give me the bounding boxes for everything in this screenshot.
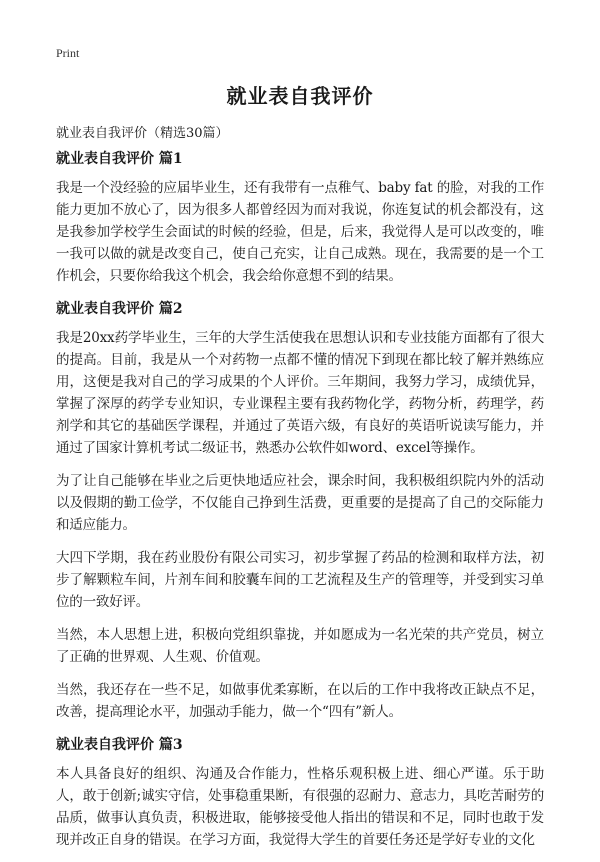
- page-title: 就业表自我评价: [226, 84, 374, 108]
- section-1: [56, 148, 544, 287]
- section-3: [56, 734, 544, 851]
- section-heading: 就业表自我评价 篇3: [56, 737, 183, 753]
- paragraph: 我是20xx药学毕业生，三年的大学生活使我在思想认识和专业技能方面都有了很大的提高。目前，我是从一个对药物一点都不懂的情况下到现在都比较了解并熟练应用，这便是我对自己的学习成果的个人评价。三年期间，我努力学习，成绩优异，掌握了深厚的药学专业知识，专业课程主要有我药物化学，药物分析，药理学，药剂学和其它的基础医学课程，并通过了英语六级，有良好的英语听说读写能力，并通过了国家计算机考试二级证书，熟悉办公软件如word、excel等操作。: [56, 330, 544, 456]
- print-label[interactable]: Print: [56, 46, 80, 60]
- paragraph: 当然，本人思想上进，积极向党组织靠拢，并如愿成为一名光荣的共产党员，树立了正确的世界观、人生观、价值观。: [56, 627, 544, 665]
- paragraph: 大四下学期，我在药业股份有限公司实习，初步掌握了药品的检测和取样方法，初步了解颗粒车间，片剂车间和胶囊车间的工艺流程及生产的管理等，并受到实习单位的一致好评。: [56, 550, 544, 610]
- section-heading: 就业表自我评价 篇1: [56, 151, 183, 167]
- paragraph: 当然，我还存在一些不足，如做事优柔寡断，在以后的工作中我将改正缺点不足，改善，提高理论水平，加强动手能力，做一个“四有”新人。: [56, 682, 544, 720]
- paragraph: 我是一个没经验的应届毕业生，还有我带有一点稚气、baby fat 的脸，对我的工作能力更加不放心了，因为很多人都曾经因为而对我说，你连复试的机会都没有，这是我参加学校学生会面试的时候的经验，但是，后来，我觉得人是可以改变的，唯一我可以做的就是改变自己，使自己充实，让自己成熟。现在，我需要的是一个工作机会，只要你给我这个机会，我会给你意想不到的结果。: [56, 180, 544, 284]
- paragraph: 本人具备良好的组织、沟通及合作能力，性格乐观积极上进、细心严谨。乐于助人，敢于创新;诚实守信，处事稳重果断，有很强的忍耐力、意志力，具吃苦耐劳的品质，做事认真负责，积极进取，能够接受他人指出的错误和不足，同时也敢于发现并改正自身的错误。在学习方面，我觉得大学生的首要任务还是学好专业的文化: [56, 766, 544, 848]
- document-body: [56, 148, 544, 862]
- section-2: [56, 298, 544, 723]
- paragraph: 为了让自己能够在毕业之后更快地适应社会，课余时间，我积极组织院内外的活动以及假期的勤工俭学，不仅能自己挣到生活费，更重要的是提高了自己的交际能力和适应能力。: [56, 473, 544, 533]
- section-heading: 就业表自我评价 篇2: [56, 301, 183, 317]
- doc-subtitle: 就业表自我评价（精选30篇）: [56, 126, 229, 141]
